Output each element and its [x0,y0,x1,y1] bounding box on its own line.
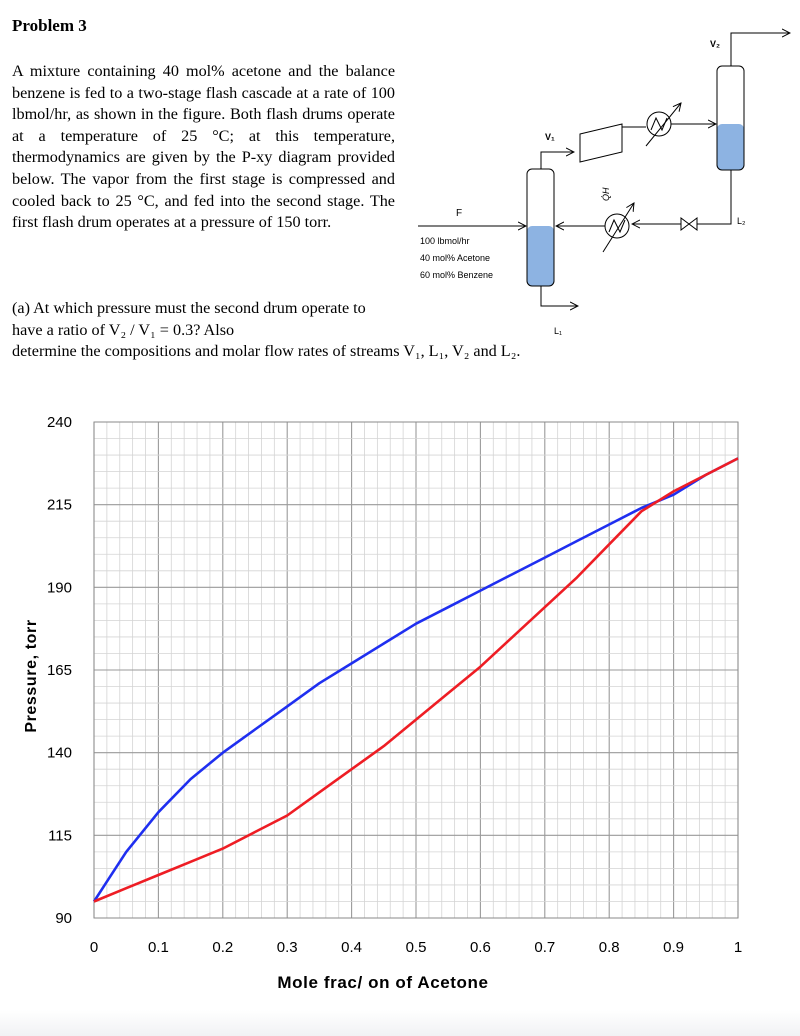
l2-stream [697,170,731,224]
y-tick-label: 140 [46,744,72,762]
x-tick-label: 0.6 [469,939,491,956]
flash-drum-2 [717,66,744,170]
y-tick-label: 115 [48,827,72,845]
x-tick-label: 1 [733,939,743,956]
bottom-fade [0,1010,800,1036]
y-tick-label: 90 [55,910,72,927]
l1-label: L₁ [554,326,563,336]
heater-icon [603,203,634,252]
y-tick-label: 190 [46,579,72,597]
x-tick-label: 0.1 [147,939,169,956]
valve-icon [681,218,697,230]
y-tick-label: 215 [46,496,72,514]
x-tick-label: 0.5 [405,939,427,956]
part-a-question: (a) At which pressure must the second drum operate to have a ratio of V₂ / V₁ = 0.3? Also [12,299,366,339]
feed-label: F [456,208,463,219]
problem-title: Problem 3 [12,16,87,35]
x-tick-label: 0.2 [212,939,234,956]
l2-label: L₂ [737,216,746,226]
x-tick-label: 0.8 [598,939,620,956]
pxy-chart [0,410,800,1000]
y-tick-label: 165 [46,662,72,679]
x-tick-label: 0.9 [663,939,685,956]
x-tick-label: 0.4 [341,939,363,956]
compressor-icon [580,124,622,162]
x-axis-label: Mole frac/ on of Acetone [277,973,489,992]
v1-label: V₁ [545,132,555,142]
x-tick-label: 0.3 [276,939,298,956]
l1-stream [541,286,578,306]
v2-stream [731,33,790,66]
v2-label: V₂ [710,39,721,49]
feed-rate: 100 lbmol/hr [420,236,470,246]
part-a-question-continued: determine the compositions and molar flow rates of streams V₁, L₁, V₂ and L₂. [12,342,521,360]
heat-duty-label: Q̇H [601,187,611,201]
y-axis-label: Pressure, torr [23,619,40,733]
y-tick-label: 240 [46,414,72,431]
feed-acetone: 40 mol% Acetone [420,253,491,263]
v1-stream [541,152,574,169]
flash-drum-1 [527,169,554,286]
problem-statement: A mixture containing 40 mol% acetone and the balance benzene is fed to a two-stage flash cascade at a rate of 100 lbmol/hr, as shown in the figure. Both flash drums operate at a temperature of 25 °C; at this temperature, thermodynamics are given by the P-xy diagram provided below. The vapor from the first stage is compressed and cooled back to 25 °C, and fed into the second stage. The first flash drum operates at a pressure of 150 torr. [12,62,395,232]
flash-cascade-diagram [400,0,800,345]
feed-benzene: 60 mol% Benzene [420,270,494,280]
x-tick-label: 0.7 [534,939,556,956]
x-tick-label: 0 [89,939,99,956]
